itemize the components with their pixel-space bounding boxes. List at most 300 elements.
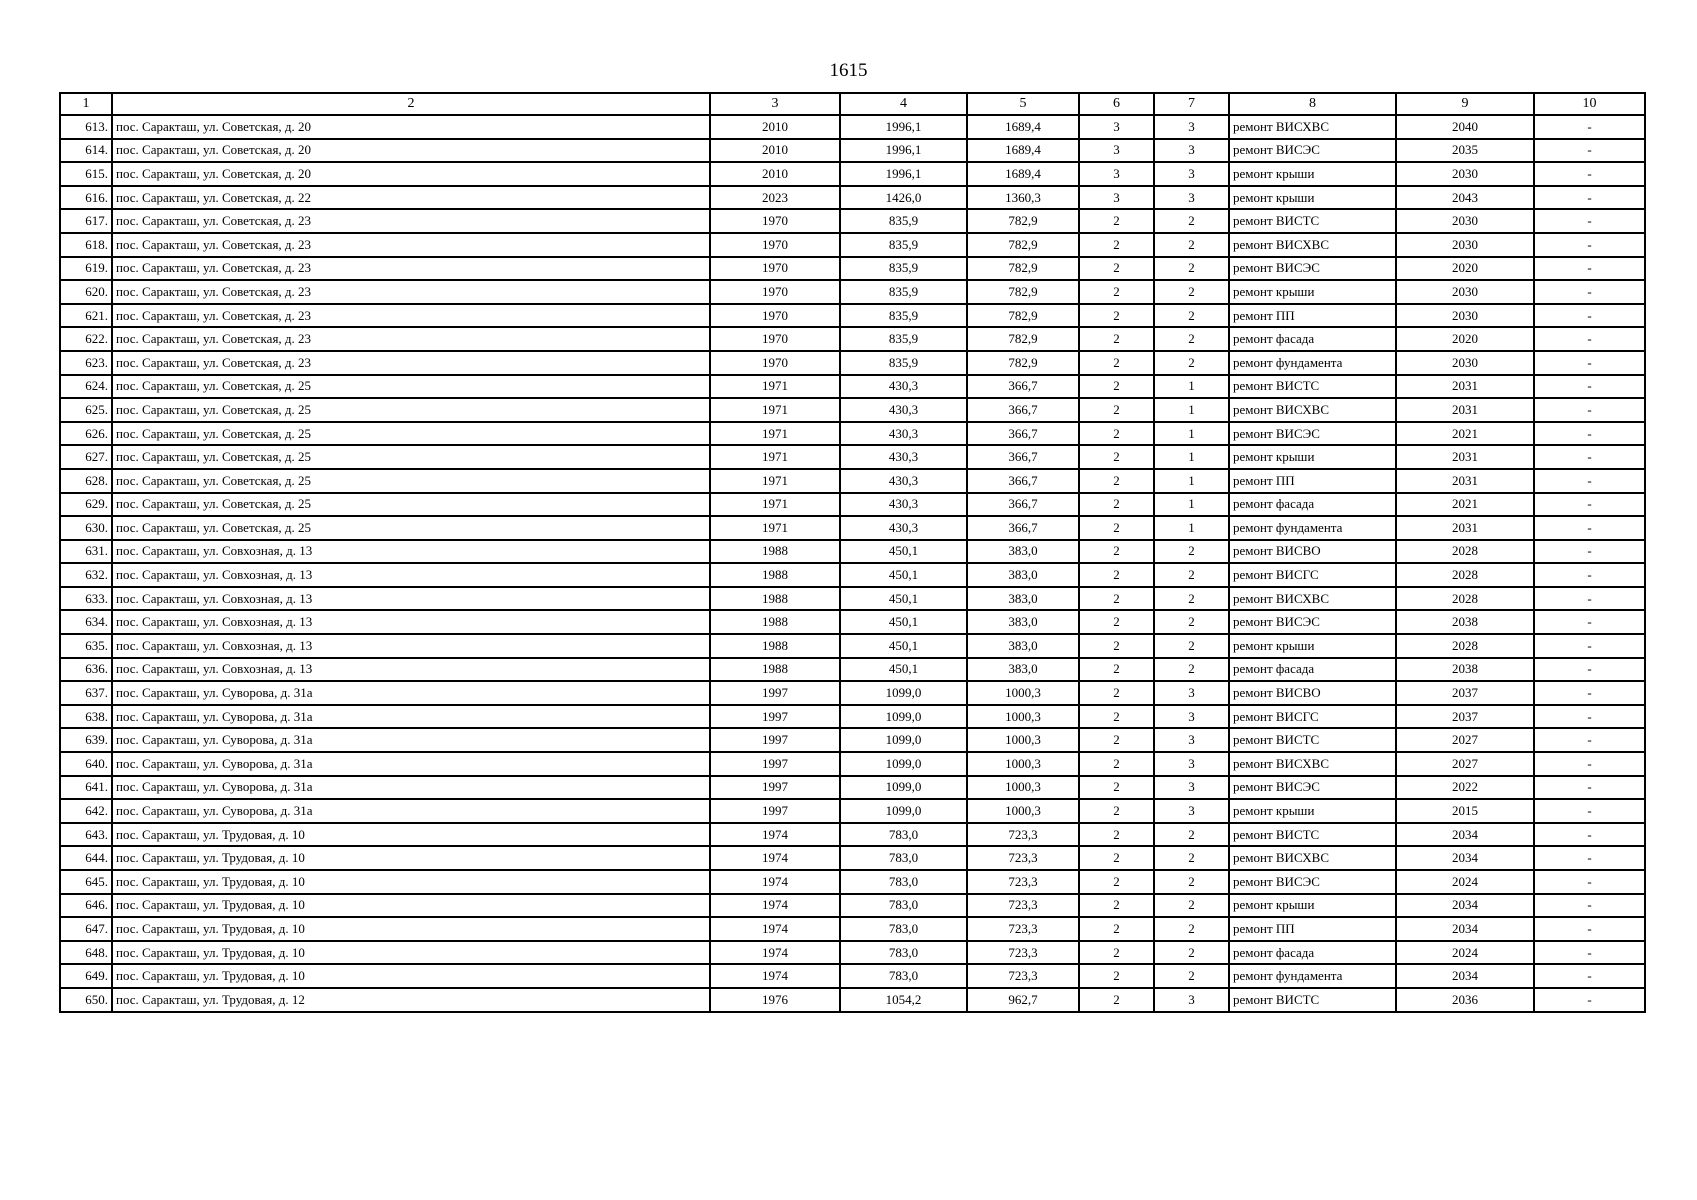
row-number-cell: 627. (60, 445, 112, 469)
planned-year-cell: 2037 (1396, 681, 1534, 705)
planned-year-cell: 2027 (1396, 752, 1534, 776)
row-number-cell: 649. (60, 964, 112, 988)
planned-year-cell: 2030 (1396, 304, 1534, 328)
living-area-cell: 782,9 (967, 257, 1079, 281)
floors-cell: 2 (1079, 634, 1154, 658)
address-cell: пос. Саракташ, ул. Советская, д. 25 (112, 469, 710, 493)
living-area-cell: 366,7 (967, 493, 1079, 517)
living-area-cell: 723,3 (967, 894, 1079, 918)
year-built-cell: 1974 (710, 823, 840, 847)
table-row (60, 445, 1645, 469)
total-area-cell: 1099,0 (840, 799, 967, 823)
work-type-cell: ремонт фасада (1229, 941, 1396, 965)
row-number-cell: 615. (60, 162, 112, 186)
work-type-cell: ремонт ВИСХВС (1229, 752, 1396, 776)
note-cell: - (1534, 422, 1645, 446)
row-number-cell: 647. (60, 917, 112, 941)
address-cell: пос. Саракташ, ул. Советская, д. 20 (112, 162, 710, 186)
floors-cell: 2 (1079, 540, 1154, 564)
year-built-cell: 1974 (710, 870, 840, 894)
total-area-cell: 783,0 (840, 894, 967, 918)
total-area-cell: 450,1 (840, 540, 967, 564)
total-area-cell: 835,9 (840, 209, 967, 233)
table-row (60, 681, 1645, 705)
work-type-cell: ремонт ПП (1229, 304, 1396, 328)
entrances-cell: 2 (1154, 563, 1229, 587)
note-cell: - (1534, 681, 1645, 705)
work-type-cell: ремонт фундамента (1229, 351, 1396, 375)
note-cell: - (1534, 728, 1645, 752)
table-row (60, 186, 1645, 210)
year-built-cell: 1988 (710, 587, 840, 611)
year-built-cell: 1970 (710, 351, 840, 375)
total-area-cell: 1099,0 (840, 776, 967, 800)
floors-cell: 2 (1079, 209, 1154, 233)
planned-year-cell: 2034 (1396, 894, 1534, 918)
column-header: 7 (1154, 93, 1229, 115)
entrances-cell: 3 (1154, 705, 1229, 729)
planned-year-cell: 2030 (1396, 280, 1534, 304)
address-cell: пос. Саракташ, ул. Советская, д. 20 (112, 139, 710, 163)
work-type-cell: ремонт ВИСХВС (1229, 115, 1396, 139)
floors-cell: 2 (1079, 870, 1154, 894)
year-built-cell: 2023 (710, 186, 840, 210)
entrances-cell: 2 (1154, 658, 1229, 682)
floors-cell: 2 (1079, 917, 1154, 941)
living-area-cell: 1689,4 (967, 162, 1079, 186)
work-type-cell: ремонт ПП (1229, 917, 1396, 941)
row-number-cell: 622. (60, 327, 112, 351)
table-row (60, 493, 1645, 517)
row-number-cell: 644. (60, 846, 112, 870)
entrances-cell: 1 (1154, 493, 1229, 517)
total-area-cell: 835,9 (840, 327, 967, 351)
floors-cell: 2 (1079, 681, 1154, 705)
work-type-cell: ремонт ВИСТС (1229, 988, 1396, 1012)
total-area-cell: 783,0 (840, 846, 967, 870)
note-cell: - (1534, 563, 1645, 587)
living-area-cell: 723,3 (967, 846, 1079, 870)
planned-year-cell: 2027 (1396, 728, 1534, 752)
address-cell: пос. Саракташ, ул. Совхозная, д. 13 (112, 658, 710, 682)
floors-cell: 2 (1079, 398, 1154, 422)
note-cell: - (1534, 799, 1645, 823)
entrances-cell: 2 (1154, 327, 1229, 351)
living-area-cell: 782,9 (967, 304, 1079, 328)
living-area-cell: 383,0 (967, 658, 1079, 682)
living-area-cell: 723,3 (967, 964, 1079, 988)
planned-year-cell: 2028 (1396, 634, 1534, 658)
year-built-cell: 1997 (710, 728, 840, 752)
table-row (60, 988, 1645, 1012)
entrances-cell: 2 (1154, 870, 1229, 894)
work-type-cell: ремонт крыши (1229, 634, 1396, 658)
column-header: 3 (710, 93, 840, 115)
total-area-cell: 450,1 (840, 610, 967, 634)
floors-cell: 2 (1079, 776, 1154, 800)
note-cell: - (1534, 846, 1645, 870)
table-row (60, 304, 1645, 328)
note-cell: - (1534, 988, 1645, 1012)
note-cell: - (1534, 917, 1645, 941)
total-area-cell: 783,0 (840, 941, 967, 965)
living-area-cell: 383,0 (967, 634, 1079, 658)
total-area-cell: 430,3 (840, 516, 967, 540)
table-row (60, 964, 1645, 988)
note-cell: - (1534, 469, 1645, 493)
note-cell: - (1534, 776, 1645, 800)
address-cell: пос. Саракташ, ул. Советская, д. 25 (112, 493, 710, 517)
row-number-cell: 642. (60, 799, 112, 823)
address-cell: пос. Саракташ, ул. Советская, д. 23 (112, 233, 710, 257)
work-type-cell: ремонт ВИСВО (1229, 681, 1396, 705)
work-type-cell: ремонт ВИСТС (1229, 375, 1396, 399)
row-number-cell: 646. (60, 894, 112, 918)
year-built-cell: 1997 (710, 705, 840, 729)
year-built-cell: 1970 (710, 233, 840, 257)
planned-year-cell: 2021 (1396, 422, 1534, 446)
work-type-cell: ремонт ВИСГС (1229, 705, 1396, 729)
note-cell: - (1534, 398, 1645, 422)
registry-table (59, 92, 1646, 1013)
floors-cell: 2 (1079, 280, 1154, 304)
living-area-cell: 782,9 (967, 280, 1079, 304)
planned-year-cell: 2028 (1396, 587, 1534, 611)
table-row (60, 799, 1645, 823)
entrances-cell: 2 (1154, 209, 1229, 233)
floors-cell: 2 (1079, 422, 1154, 446)
total-area-cell: 835,9 (840, 257, 967, 281)
row-number-cell: 626. (60, 422, 112, 446)
table-row (60, 327, 1645, 351)
row-number-cell: 618. (60, 233, 112, 257)
entrances-cell: 2 (1154, 634, 1229, 658)
floors-cell: 2 (1079, 799, 1154, 823)
year-built-cell: 1971 (710, 375, 840, 399)
total-area-cell: 450,1 (840, 634, 967, 658)
floors-cell: 2 (1079, 658, 1154, 682)
living-area-cell: 1000,3 (967, 705, 1079, 729)
address-cell: пос. Саракташ, ул. Совхозная, д. 13 (112, 634, 710, 658)
floors-cell: 2 (1079, 469, 1154, 493)
address-cell: пос. Саракташ, ул. Суворова, д. 31а (112, 681, 710, 705)
address-cell: пос. Саракташ, ул. Трудовая, д. 10 (112, 823, 710, 847)
year-built-cell: 1970 (710, 304, 840, 328)
total-area-cell: 783,0 (840, 870, 967, 894)
year-built-cell: 1970 (710, 209, 840, 233)
row-number-cell: 620. (60, 280, 112, 304)
planned-year-cell: 2031 (1396, 469, 1534, 493)
living-area-cell: 1000,3 (967, 776, 1079, 800)
table-row (60, 941, 1645, 965)
living-area-cell: 366,7 (967, 398, 1079, 422)
floors-cell: 2 (1079, 375, 1154, 399)
total-area-cell: 835,9 (840, 280, 967, 304)
year-built-cell: 1971 (710, 493, 840, 517)
planned-year-cell: 2015 (1396, 799, 1534, 823)
planned-year-cell: 2021 (1396, 493, 1534, 517)
note-cell: - (1534, 540, 1645, 564)
note-cell: - (1534, 280, 1645, 304)
row-number-cell: 625. (60, 398, 112, 422)
planned-year-cell: 2034 (1396, 964, 1534, 988)
work-type-cell: ремонт фасада (1229, 327, 1396, 351)
note-cell: - (1534, 209, 1645, 233)
row-number-cell: 613. (60, 115, 112, 139)
planned-year-cell: 2030 (1396, 351, 1534, 375)
year-built-cell: 1997 (710, 799, 840, 823)
note-cell: - (1534, 257, 1645, 281)
entrances-cell: 2 (1154, 823, 1229, 847)
total-area-cell: 1099,0 (840, 728, 967, 752)
note-cell: - (1534, 705, 1645, 729)
living-area-cell: 1689,4 (967, 139, 1079, 163)
living-area-cell: 962,7 (967, 988, 1079, 1012)
entrances-cell: 1 (1154, 398, 1229, 422)
work-type-cell: ремонт ВИСЭС (1229, 422, 1396, 446)
living-area-cell: 366,7 (967, 516, 1079, 540)
note-cell: - (1534, 634, 1645, 658)
floors-cell: 2 (1079, 351, 1154, 375)
year-built-cell: 1997 (710, 776, 840, 800)
year-built-cell: 1971 (710, 469, 840, 493)
note-cell: - (1534, 375, 1645, 399)
total-area-cell: 430,3 (840, 445, 967, 469)
total-area-cell: 1996,1 (840, 115, 967, 139)
total-area-cell: 1099,0 (840, 681, 967, 705)
entrances-cell: 2 (1154, 540, 1229, 564)
entrances-cell: 3 (1154, 988, 1229, 1012)
address-cell: пос. Саракташ, ул. Советская, д. 23 (112, 257, 710, 281)
planned-year-cell: 2030 (1396, 162, 1534, 186)
address-cell: пос. Саракташ, ул. Трудовая, д. 10 (112, 964, 710, 988)
table-row (60, 139, 1645, 163)
entrances-cell: 3 (1154, 186, 1229, 210)
address-cell: пос. Саракташ, ул. Суворова, д. 31а (112, 776, 710, 800)
planned-year-cell: 2034 (1396, 823, 1534, 847)
address-cell: пос. Саракташ, ул. Совхозная, д. 13 (112, 610, 710, 634)
living-area-cell: 1000,3 (967, 728, 1079, 752)
address-cell: пос. Саракташ, ул. Трудовая, д. 10 (112, 917, 710, 941)
living-area-cell: 782,9 (967, 233, 1079, 257)
row-number-cell: 614. (60, 139, 112, 163)
table-body (60, 115, 1645, 1012)
work-type-cell: ремонт фасада (1229, 493, 1396, 517)
living-area-cell: 1689,4 (967, 115, 1079, 139)
floors-cell: 3 (1079, 162, 1154, 186)
total-area-cell: 1054,2 (840, 988, 967, 1012)
year-built-cell: 1988 (710, 540, 840, 564)
total-area-cell: 1426,0 (840, 186, 967, 210)
work-type-cell: ремонт крыши (1229, 799, 1396, 823)
row-number-cell: 634. (60, 610, 112, 634)
note-cell: - (1534, 894, 1645, 918)
floors-cell: 2 (1079, 563, 1154, 587)
address-cell: пос. Саракташ, ул. Советская, д. 23 (112, 304, 710, 328)
floors-cell: 2 (1079, 988, 1154, 1012)
work-type-cell: ремонт ВИСЭС (1229, 257, 1396, 281)
column-header: 1 (60, 93, 112, 115)
note-cell: - (1534, 493, 1645, 517)
note-cell: - (1534, 941, 1645, 965)
living-area-cell: 383,0 (967, 587, 1079, 611)
table-row (60, 162, 1645, 186)
entrances-cell: 2 (1154, 587, 1229, 611)
table-row (60, 728, 1645, 752)
row-number-cell: 640. (60, 752, 112, 776)
living-area-cell: 782,9 (967, 209, 1079, 233)
planned-year-cell: 2028 (1396, 563, 1534, 587)
living-area-cell: 723,3 (967, 941, 1079, 965)
planned-year-cell: 2038 (1396, 610, 1534, 634)
year-built-cell: 1971 (710, 445, 840, 469)
work-type-cell: ремонт ВИСЭС (1229, 139, 1396, 163)
note-cell: - (1534, 327, 1645, 351)
table-row (60, 634, 1645, 658)
planned-year-cell: 2030 (1396, 209, 1534, 233)
note-cell: - (1534, 115, 1645, 139)
entrances-cell: 2 (1154, 351, 1229, 375)
floors-cell: 2 (1079, 894, 1154, 918)
planned-year-cell: 2024 (1396, 870, 1534, 894)
address-cell: пос. Саракташ, ул. Совхозная, д. 13 (112, 540, 710, 564)
year-built-cell: 1971 (710, 398, 840, 422)
living-area-cell: 366,7 (967, 469, 1079, 493)
year-built-cell: 1970 (710, 280, 840, 304)
note-cell: - (1534, 351, 1645, 375)
floors-cell: 2 (1079, 587, 1154, 611)
work-type-cell: ремонт ВИСТС (1229, 823, 1396, 847)
address-cell: пос. Саракташ, ул. Трудовая, д. 10 (112, 870, 710, 894)
floors-cell: 2 (1079, 257, 1154, 281)
column-header: 10 (1534, 93, 1645, 115)
entrances-cell: 2 (1154, 257, 1229, 281)
note-cell: - (1534, 752, 1645, 776)
living-area-cell: 723,3 (967, 870, 1079, 894)
address-cell: пос. Саракташ, ул. Советская, д. 25 (112, 516, 710, 540)
note-cell: - (1534, 610, 1645, 634)
row-number-cell: 631. (60, 540, 112, 564)
floors-cell: 2 (1079, 941, 1154, 965)
table-row (60, 351, 1645, 375)
address-cell: пос. Саракташ, ул. Советская, д. 23 (112, 280, 710, 304)
note-cell: - (1534, 445, 1645, 469)
entrances-cell: 3 (1154, 728, 1229, 752)
floors-cell: 2 (1079, 304, 1154, 328)
row-number-cell: 624. (60, 375, 112, 399)
floors-cell: 3 (1079, 139, 1154, 163)
column-header: 5 (967, 93, 1079, 115)
total-area-cell: 1996,1 (840, 162, 967, 186)
year-built-cell: 1970 (710, 257, 840, 281)
entrances-cell: 3 (1154, 681, 1229, 705)
note-cell: - (1534, 587, 1645, 611)
note-cell: - (1534, 823, 1645, 847)
work-type-cell: ремонт фасада (1229, 658, 1396, 682)
work-type-cell: ремонт ПП (1229, 469, 1396, 493)
column-header: 2 (112, 93, 710, 115)
column-header: 6 (1079, 93, 1154, 115)
planned-year-cell: 2031 (1396, 516, 1534, 540)
planned-year-cell: 2037 (1396, 705, 1534, 729)
total-area-cell: 430,3 (840, 375, 967, 399)
living-area-cell: 383,0 (967, 563, 1079, 587)
entrances-cell: 1 (1154, 469, 1229, 493)
floors-cell: 2 (1079, 516, 1154, 540)
address-cell: пос. Саракташ, ул. Трудовая, д. 10 (112, 894, 710, 918)
planned-year-cell: 2028 (1396, 540, 1534, 564)
work-type-cell: ремонт ВИСХВС (1229, 398, 1396, 422)
work-type-cell: ремонт ВИСВО (1229, 540, 1396, 564)
living-area-cell: 723,3 (967, 917, 1079, 941)
planned-year-cell: 2035 (1396, 139, 1534, 163)
work-type-cell: ремонт фундамента (1229, 516, 1396, 540)
floors-cell: 2 (1079, 705, 1154, 729)
total-area-cell: 835,9 (840, 304, 967, 328)
header-row (60, 93, 1645, 115)
column-header: 9 (1396, 93, 1534, 115)
planned-year-cell: 2034 (1396, 846, 1534, 870)
work-type-cell: ремонт ВИСЭС (1229, 776, 1396, 800)
year-built-cell: 1988 (710, 634, 840, 658)
living-area-cell: 1360,3 (967, 186, 1079, 210)
address-cell: пос. Саракташ, ул. Советская, д. 22 (112, 186, 710, 210)
living-area-cell: 1000,3 (967, 799, 1079, 823)
living-area-cell: 782,9 (967, 351, 1079, 375)
living-area-cell: 366,7 (967, 422, 1079, 446)
total-area-cell: 1099,0 (840, 752, 967, 776)
address-cell: пос. Саракташ, ул. Суворова, д. 31а (112, 705, 710, 729)
total-area-cell: 783,0 (840, 917, 967, 941)
address-cell: пос. Саракташ, ул. Советская, д. 20 (112, 115, 710, 139)
table-row (60, 233, 1645, 257)
floors-cell: 3 (1079, 186, 1154, 210)
total-area-cell: 430,3 (840, 469, 967, 493)
entrances-cell: 3 (1154, 162, 1229, 186)
row-number-cell: 628. (60, 469, 112, 493)
table-row (60, 752, 1645, 776)
row-number-cell: 637. (60, 681, 112, 705)
floors-cell: 2 (1079, 964, 1154, 988)
entrances-cell: 2 (1154, 917, 1229, 941)
note-cell: - (1534, 516, 1645, 540)
table-row (60, 540, 1645, 564)
note-cell: - (1534, 186, 1645, 210)
total-area-cell: 450,1 (840, 587, 967, 611)
work-type-cell: ремонт крыши (1229, 894, 1396, 918)
table-row (60, 375, 1645, 399)
row-number-cell: 632. (60, 563, 112, 587)
row-number-cell: 641. (60, 776, 112, 800)
work-type-cell: ремонт ВИСЭС (1229, 870, 1396, 894)
entrances-cell: 2 (1154, 964, 1229, 988)
entrances-cell: 2 (1154, 846, 1229, 870)
year-built-cell: 2010 (710, 162, 840, 186)
planned-year-cell: 2020 (1396, 327, 1534, 351)
total-area-cell: 1099,0 (840, 705, 967, 729)
row-number-cell: 616. (60, 186, 112, 210)
note-cell: - (1534, 964, 1645, 988)
work-type-cell: ремонт ВИСХВС (1229, 846, 1396, 870)
floors-cell: 2 (1079, 752, 1154, 776)
address-cell: пос. Саракташ, ул. Трудовая, д. 10 (112, 846, 710, 870)
row-number-cell: 645. (60, 870, 112, 894)
year-built-cell: 1976 (710, 988, 840, 1012)
row-number-cell: 638. (60, 705, 112, 729)
planned-year-cell: 2031 (1396, 445, 1534, 469)
table-row (60, 398, 1645, 422)
living-area-cell: 366,7 (967, 445, 1079, 469)
